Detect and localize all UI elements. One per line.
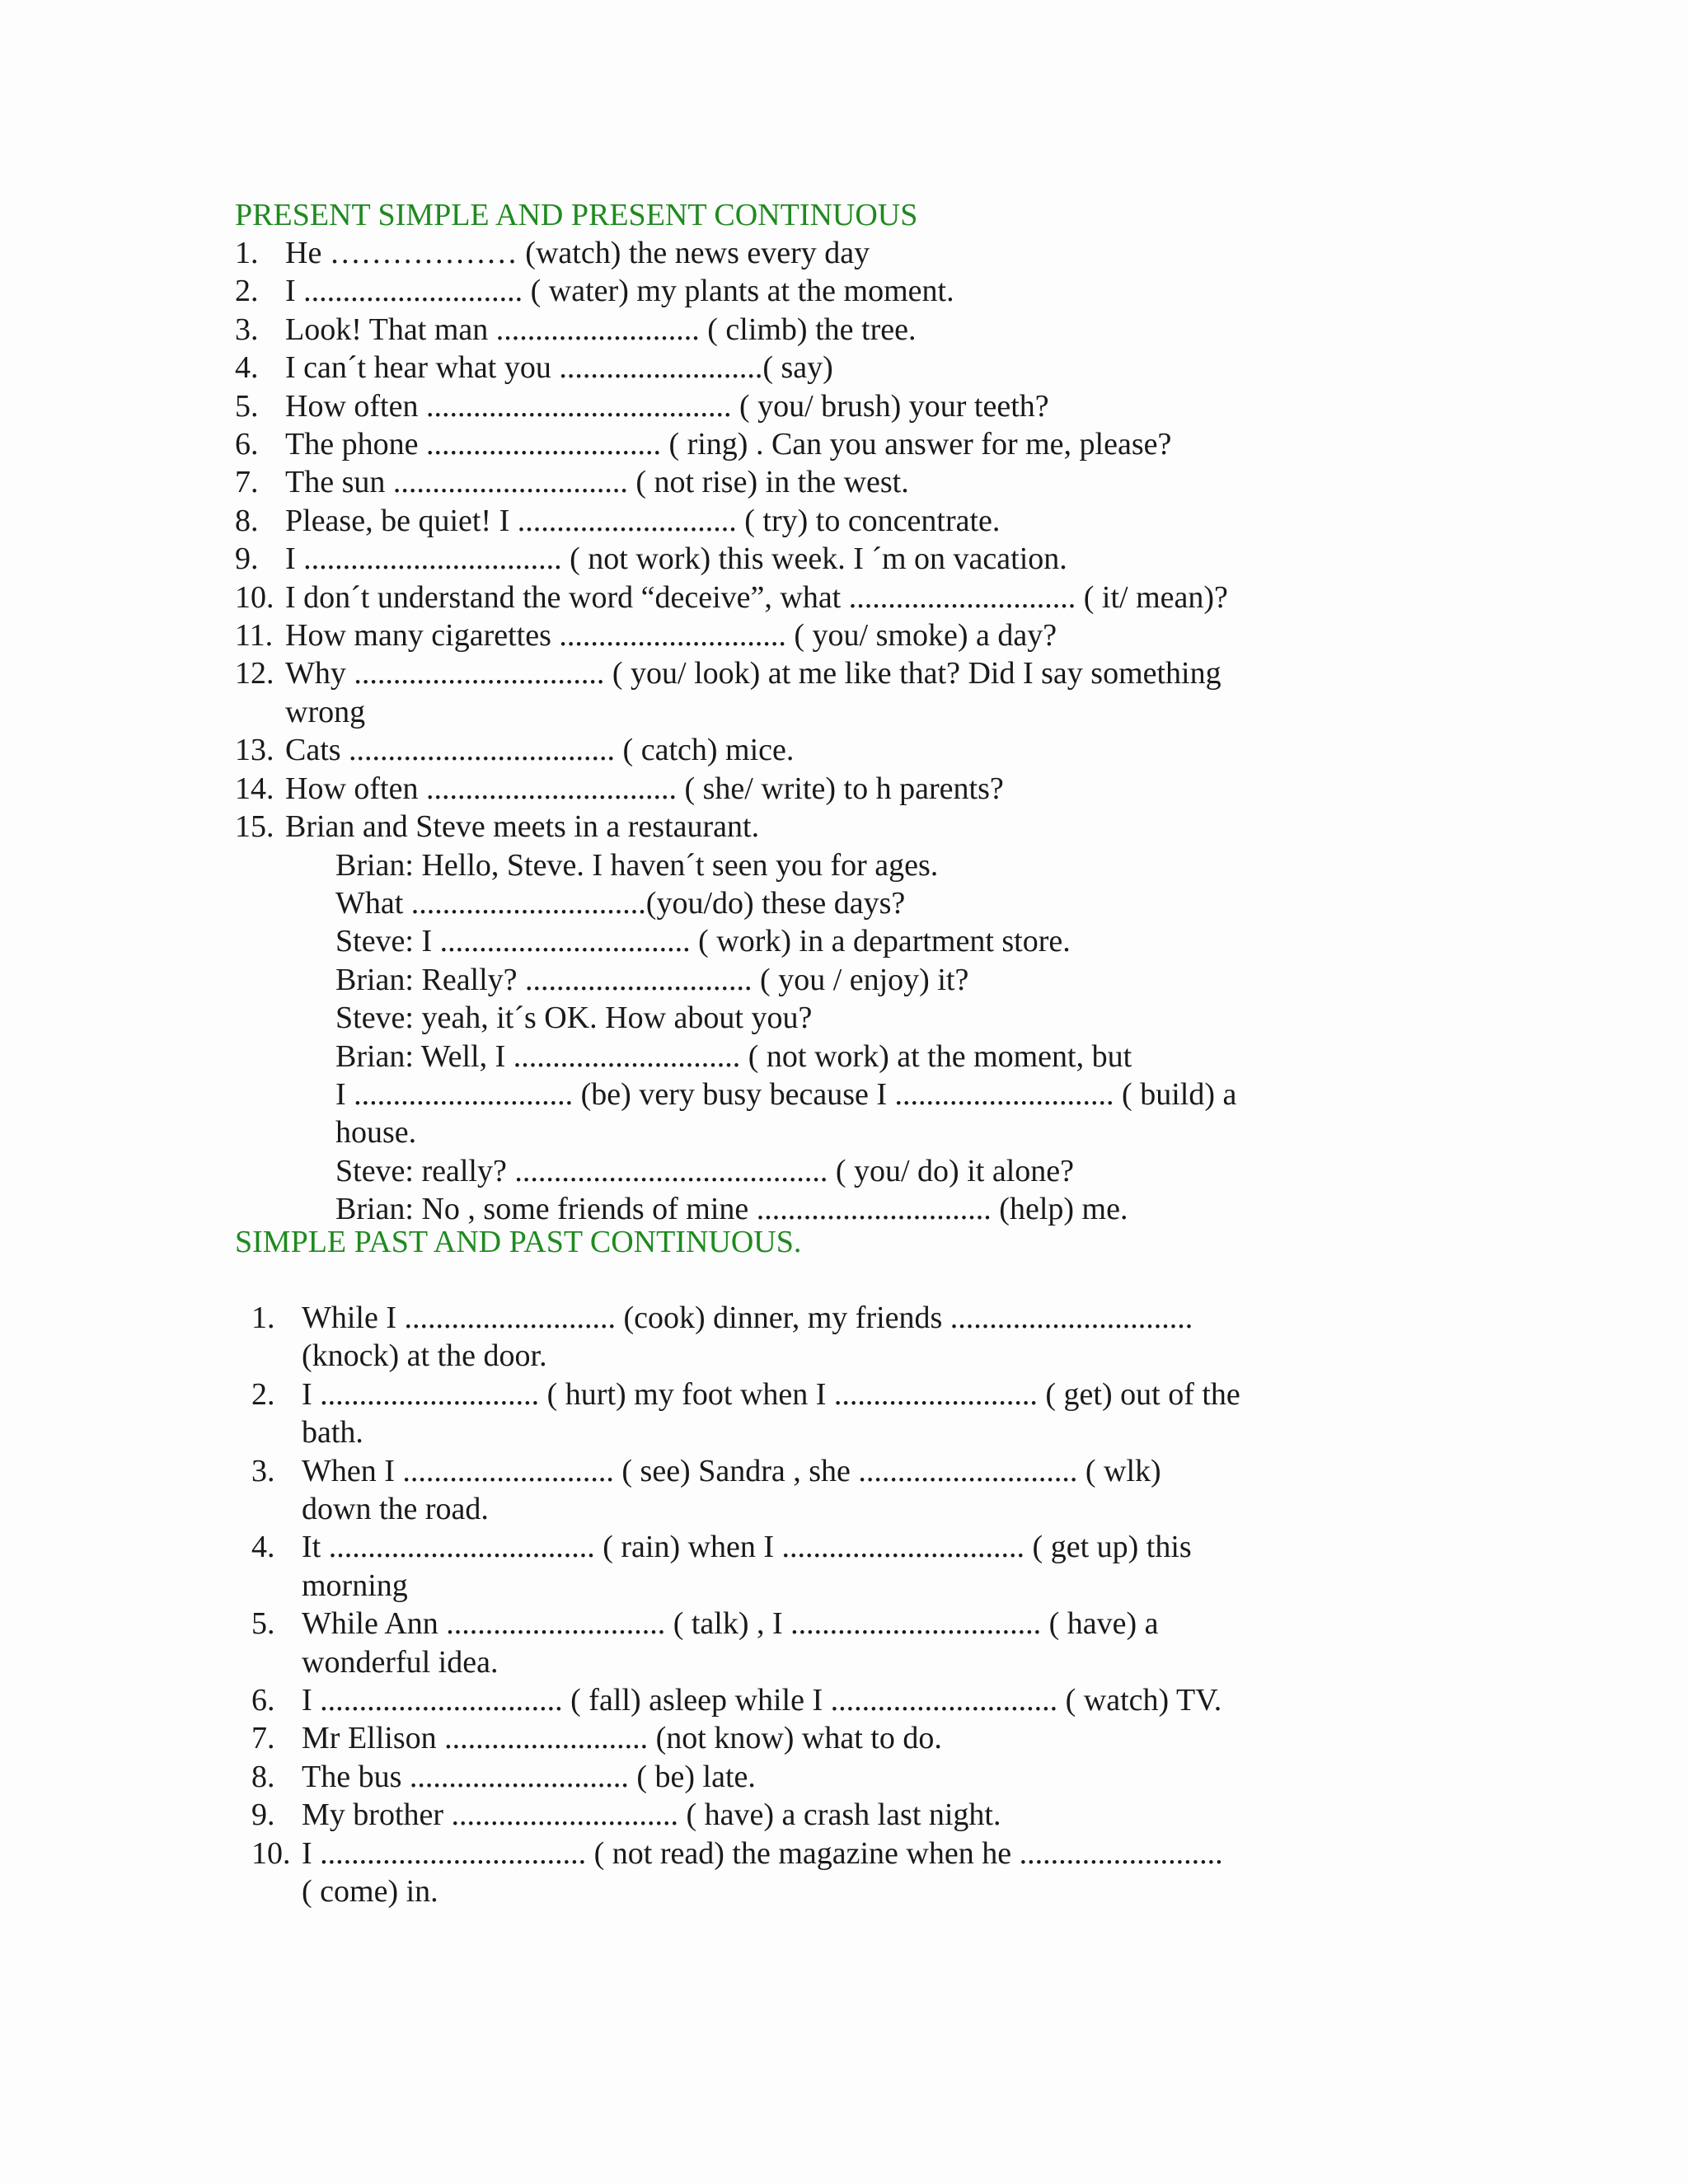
dialogue-line: What ..............................(you/do) these days? (335, 885, 906, 921)
section2-heading: SIMPLE PAST AND PAST CONTINUOUS. (235, 1225, 802, 1259)
list-item-continuation: down the road. (302, 1492, 489, 1527)
dialogue-block (235, 846, 1339, 1229)
list-item: 4. It .................................. ( rain) when I ............................... ( get up) this morning (235, 1528, 1339, 1605)
dialogue-line: Brian: Hello, Steve. I haven´t seen you for ages. (335, 847, 939, 883)
section2-exercise-list (235, 1299, 1339, 1911)
list-item: 13. Cats .................................. ( catch) mice. (235, 733, 795, 768)
list-item: 3. Look! That man .......................... ( climb) the tree. (235, 312, 917, 347)
list-item-continuation: wonderful idea. (302, 1644, 499, 1680)
list-item-continuation: bath. (302, 1415, 363, 1451)
list-item: 1. While I ........................... (cook) dinner, my friends ............................... (knock) at the door. (235, 1299, 1339, 1376)
list-item: 7. The sun .............................. ( not rise) in the west. (235, 465, 909, 500)
list-item: 14. How often ................................ ( she/ write) to h parents? (235, 771, 1004, 806)
dialogue-line: Steve: really? ........................................ ( you/ do) it alone? (335, 1153, 1074, 1188)
dialogue-line: Steve: I ................................ ( work) in a department store. (335, 924, 1071, 959)
list-item: 2. I ............................ ( water) my plants at the moment. (235, 274, 954, 309)
list-item: 3. When I ........................... ( see) Sandra , she ............................ ( wlk) down the road. (235, 1452, 1339, 1529)
dialogue-line: Brian: No , some friends of mine .............................. (help) me. (335, 1192, 1128, 1227)
list-item: 6. I ............................... ( fall) asleep while I ............................. ( watch) TV. (251, 1683, 1222, 1718)
list-item-continuation: (knock) at the door. (302, 1338, 547, 1374)
dialogue-line: house. (335, 1115, 417, 1151)
list-item: 9. My brother ............................. ( have) a crash last night. (251, 1797, 1001, 1833)
list-item: 11. How many cigarettes ............................. ( you/ smoke) a day? (235, 618, 1057, 654)
list-item-continuation: ( come) in. (302, 1874, 438, 1910)
list-item: 5. How often ....................................... ( you/ brush) your teeth? (235, 388, 1049, 424)
list-item: 8. The bus ............................ ( be) late. (251, 1759, 756, 1794)
dialogue-line: Brian: Well, I ............................. ( not work) at the moment, but (335, 1038, 1132, 1074)
list-item: 9. I ................................. ( not work) this week. I ´m on vacation. (235, 541, 1067, 577)
list-item-continuation: morning (302, 1568, 408, 1603)
list-item: 7. Mr Ellison .......................... (not know) what to do. (251, 1721, 942, 1756)
dialogue-line: Steve: yeah, it´s OK. How about you? (335, 1001, 813, 1036)
list-item: 4. I can´t hear what you ..........................( say) (235, 350, 833, 386)
list-item: 10. I don´t understand the word “deceive”, what ............................. ( it/ mean)? (235, 579, 1228, 615)
list-item-continuation: wrong (285, 694, 366, 729)
list-item: 2. I ............................ ( hurt) my foot when I .......................... ( get) out of the bath. (235, 1376, 1339, 1452)
dialogue-line: I ............................ (be) very busy because I ............................ ( build) a (335, 1076, 1237, 1112)
list-item: 5. While Ann ............................ ( talk) , I ................................ ( have) a wonderful idea. (235, 1605, 1339, 1681)
list-item: 15. Brian and Steve meets in a restaurant. (235, 809, 760, 845)
list-item: 6. The phone .............................. ( ring) . Can you answer for me, please? (235, 427, 1172, 462)
list-item: 1. He ……………… (watch) the news every day (235, 236, 870, 270)
section1-heading: PRESENT SIMPLE AND PRESENT CONTINUOUS (235, 198, 918, 232)
list-item: 10. I .................................. ( not read) the magazine when he .......................... ( come) in. (235, 1835, 1339, 1911)
section1-exercise-list (235, 234, 1339, 1229)
list-item: 12. Why ................................ ( you/ look) at me like that? Did I say something wrong (235, 654, 1339, 731)
list-item: 8. Please, be quiet! I ............................ ( try) to concentrate. (235, 503, 1001, 538)
dialogue-line: Brian: Really? ............................. ( you / enjoy) it? (335, 962, 969, 997)
